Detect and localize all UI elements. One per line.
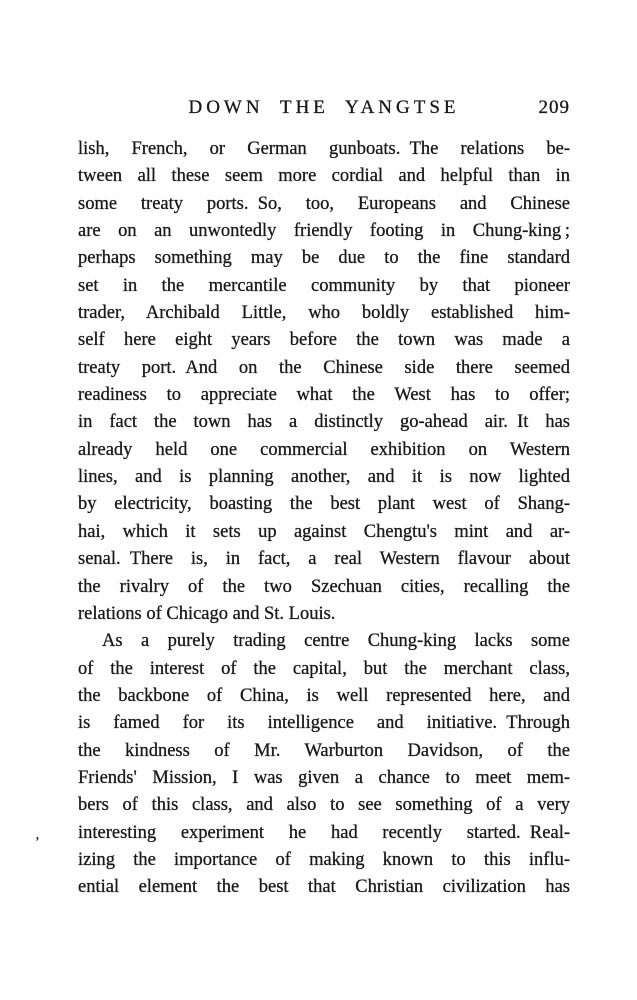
text-line: readiness to appreciate what the West has to offer; <box>78 385 570 406</box>
text-line: are on an unwontedly friendly footing in Chung-king ; <box>78 221 570 242</box>
text-line: senal. There is, in fact, a real Western flavour about <box>78 549 570 570</box>
page-title: DOWN THE YANGTSE <box>188 97 460 118</box>
text-line: izing the importance of making known to this influ- <box>78 849 570 870</box>
text-line: relations of Chicago and St. Louis. <box>78 603 336 624</box>
text-line: hai, which it sets up against Chengtu's mint and ar- <box>78 521 570 542</box>
text-line: some treaty ports. So, too, Europeans and Chinese <box>78 193 570 214</box>
text-line: tween all these seem more cordial and helpful than in <box>78 166 570 187</box>
text-line: ential element the best that Christian civilization has <box>78 877 570 898</box>
text-line: set in the mercantile community by that pioneer <box>78 275 570 296</box>
text-line: already held one commercial exhibition on Western <box>78 439 570 460</box>
text-line: As a purely trading centre Chung-king lacks some <box>102 631 570 652</box>
page-body <box>78 136 570 902</box>
text-line: interesting experiment he had recently started. Real- <box>78 822 570 843</box>
margin-speck: ’ <box>35 835 40 850</box>
text-line: Friends' Mission, I was given a chance to meet mem- <box>78 767 570 788</box>
text-line: in fact the town has a distinctly go-ahead air. It has <box>78 412 570 433</box>
text-line: the rivalry of the two Szechuan cities, recalling the <box>78 576 570 597</box>
text-line: lish, French, or German gunboats. The relations be- <box>78 139 570 159</box>
text-line: trader, Archibald Little, who boldly established him- <box>78 303 570 324</box>
text-line: perhaps something may be due to the fine standard <box>78 248 570 269</box>
page-number: 209 <box>538 97 570 118</box>
text-line: treaty port. And on the Chinese side there seemed <box>78 357 570 378</box>
text-line: of the interest of the capital, but the merchant class, <box>78 658 570 679</box>
text-line: bers of this class, and also to see something of a very <box>78 795 570 816</box>
running-head <box>78 97 570 125</box>
text-line: lines, and is planning another, and it is now lighted <box>78 467 570 488</box>
text-line: is famed for its intelligence and initiative. Through <box>78 713 570 734</box>
text-line: by electricity, boasting the best plant west of Shang- <box>78 494 570 515</box>
text-line: self here eight years before the town was made a <box>78 330 570 351</box>
text-block <box>78 97 570 902</box>
text-line: the backbone of China, is well represented here, and <box>78 685 570 706</box>
text-line: the kindness of Mr. Warburton Davidson, of the <box>78 740 570 761</box>
